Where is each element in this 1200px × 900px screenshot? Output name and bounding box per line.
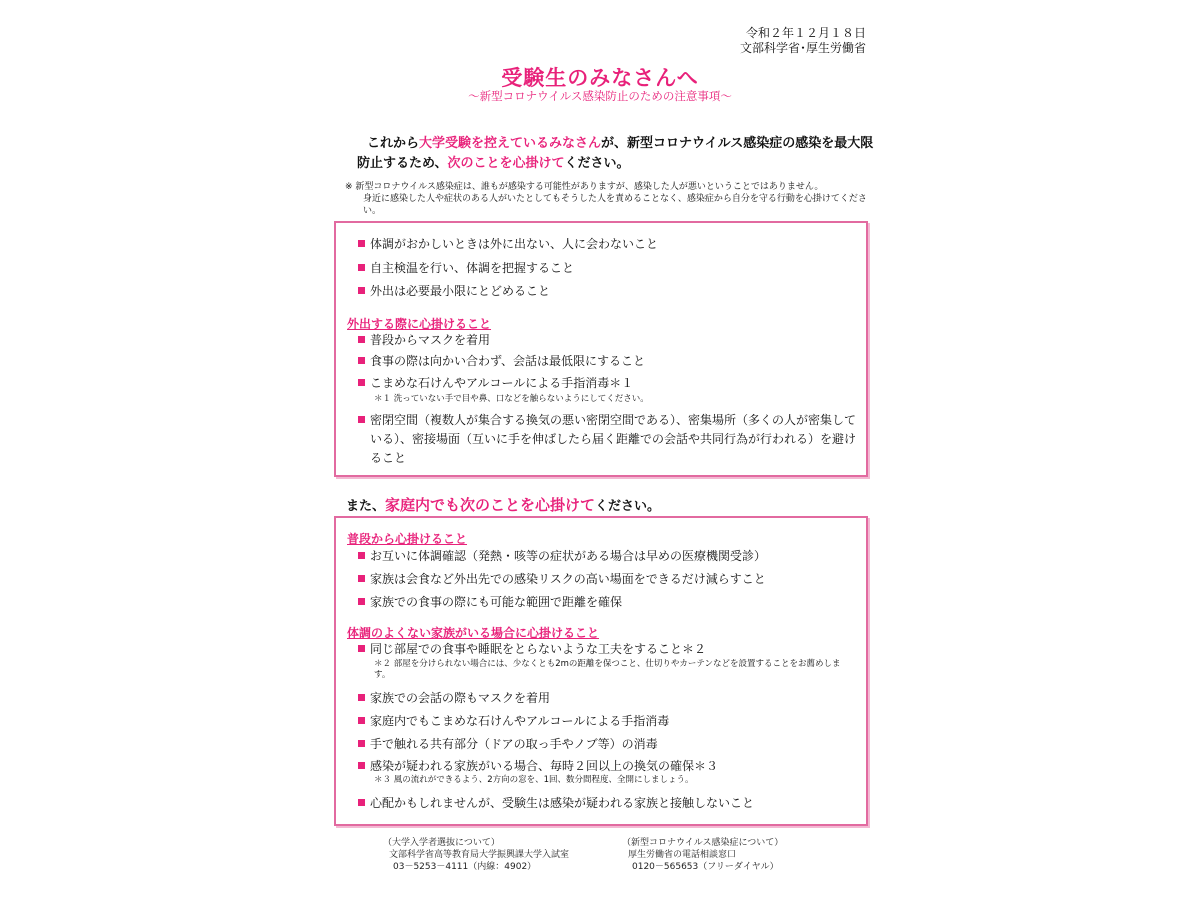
personal-precautions-box: [334, 221, 868, 477]
household-precautions-box: [334, 516, 868, 826]
outing-heading: 外出する際に心掛けること: [347, 317, 492, 331]
bullet-square-icon: [358, 598, 365, 605]
bullet-square-icon: [358, 740, 365, 747]
issuer: 文部科学省･厚生労働省: [739, 41, 866, 55]
list-item: 家族での食事の際にも可能な範囲で距離を確保: [358, 593, 853, 612]
bullet-square-icon: [358, 240, 365, 247]
date: 令和２年１２月１８日: [745, 26, 866, 40]
footnote: ＊２ 部屋を分けられない場合には、少なくとも2mの距離を保つこと、仕切りやカーテンなどを設置することをお薦めします。: [374, 659, 841, 680]
bullet-square-icon: [358, 694, 365, 701]
contact-phone: 03－5253－4111（内線：4902）: [393, 862, 537, 872]
contact-title: （新型コロナウイルス感染症について）: [622, 838, 784, 848]
contact-title: （大学入学者選抜について）: [383, 838, 500, 848]
footnote: ＊１ 洗っていない手で目や鼻、口などを触らないようにしてください。: [374, 394, 649, 404]
list-item: お互いに体調確認（発熱・咳等の症状がある場合は早めの医療機関受診）: [358, 547, 853, 566]
bullet-square-icon: [358, 645, 365, 652]
contact-dept: 文部科学省高等教育局大学振興課大学入試室: [389, 850, 570, 860]
contact-dept: 厚生労働省の電話相談窓口: [628, 850, 737, 860]
bullet-square-icon: [358, 575, 365, 582]
list-item: 外出は必要最小限にとどめること: [358, 282, 853, 301]
list-item: 心配かもしれませんが、受験生は感染が疑われる家族と接触しないこと: [358, 794, 853, 813]
bullet-square-icon: [358, 357, 365, 364]
disclaimer-note: [345, 181, 870, 217]
bullet-square-icon: [358, 379, 365, 386]
intro-text: ください。: [564, 156, 630, 171]
bullet-square-icon: [358, 336, 365, 343]
intro-paragraph: [357, 134, 877, 174]
bullet-square-icon: [358, 799, 365, 806]
intro-text: が、新型コロナウイルス感染症の感染を最大限防止するため、: [357, 136, 874, 171]
list-item: 家族での会話の際もマスクを着用: [358, 689, 853, 708]
contact-phone: 0120－565653（フリーダイヤル）: [632, 862, 779, 872]
list-item: 同じ部屋での食事や睡眠をとらないような工夫をすること＊２: [358, 640, 853, 659]
household-intro: また、家庭内でも次のことを心掛けてください。: [346, 496, 661, 514]
intro-text: これから: [367, 136, 420, 151]
list-item: 家族は会食など外出先での感染リスクの高い場面をできるだけ減らすこと: [358, 570, 853, 589]
footnote: ＊３ 風の流れができるよう、2方向の窓を、1回、数分間程度、全開にしましょう。: [374, 775, 694, 785]
list-item: 体調がおかしいときは外に出ない、人に会わないこと: [358, 235, 853, 254]
page-subtitle: ～新型コロナウイルス感染防止のための注意事項～: [468, 89, 732, 103]
note-mark: ※: [345, 182, 353, 192]
note-line: 身近に感染した人や症状のある人がいたとしてもそうした人を責めることなく、感染症から自分を守る行動を心掛けてください。: [363, 194, 867, 216]
list-item: 家庭内でもこまめな石けんやアルコールによる手指消毒: [358, 712, 853, 731]
household-highlight: 家庭内でも次のことを心掛けて: [385, 496, 596, 514]
list-item: 手で触れる共有部分（ドアの取っ手やノブ等）の消毒: [358, 735, 853, 754]
intro-highlight-students: 大学受験を控えているみなさん: [419, 136, 602, 151]
date-issuer-block: [740, 26, 866, 56]
list-item: 自主検温を行い、体調を把握すること: [358, 259, 853, 278]
bullet-square-icon: [358, 762, 365, 769]
bullet-square-icon: [358, 287, 365, 294]
list-item: 普段からマスクを着用: [358, 331, 853, 350]
intro-highlight-action: 次のことを心掛けて: [447, 156, 565, 171]
bullet-square-icon: [358, 717, 365, 724]
note-line: 新型コロナウイルス感染症は、誰もが感染する可能性がありますが、感染した人が悪いということではありません。: [355, 182, 824, 192]
page-title: 受験生のみなさんへ: [501, 66, 699, 90]
daily-heading: 普段から心掛けること: [347, 532, 468, 546]
list-item: 感染が疑われる家族がいる場合、毎時２回以上の換気の確保＊３: [358, 757, 853, 776]
bullet-square-icon: [358, 264, 365, 271]
list-item: 食事の際は向かい合わず、会話は最低限にすること: [358, 352, 853, 371]
contact-mhlw: [622, 837, 783, 873]
bullet-square-icon: [358, 552, 365, 559]
sick-family-heading: 体調のよくない家族がいる場合に心掛けること: [347, 626, 600, 640]
list-item: こまめな石けんやアルコールによる手指消毒＊１: [358, 374, 853, 393]
list-item: 密閉空間（複数人が集合する換気の悪い密閉空間である）、密集場所（多くの人が密集している）、密接場面（互いに手を伸ばしたら届く距離での会話や共同行為が行われる）を避けること: [358, 411, 865, 468]
bullet-square-icon: [358, 416, 365, 423]
contact-mext: [383, 837, 569, 873]
